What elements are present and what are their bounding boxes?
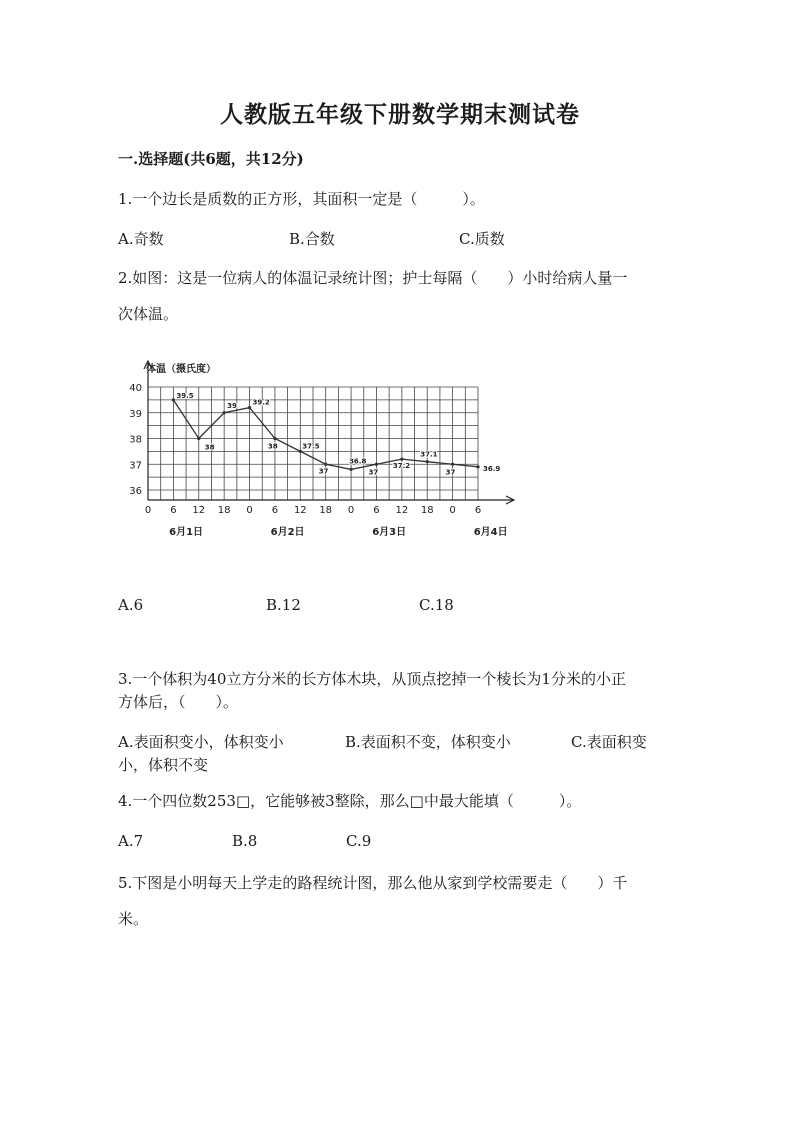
question-5-text-continued: 米。 (118, 910, 149, 928)
data-value-label: 38 (204, 443, 215, 452)
page-title: 人教版五年级下册数学期末测试卷 (220, 101, 580, 128)
question-3-option-c-continued: 小，体积不变 (118, 756, 209, 774)
question-1-option-c[interactable]: C.质数 (459, 230, 505, 248)
data-value-label: 39.2 (252, 398, 270, 407)
x-tick-label: 12 (293, 505, 307, 516)
temperature-line-chart (118, 355, 528, 545)
x-tick-label: 6 (271, 505, 279, 516)
data-value-label: 37.1 (420, 450, 438, 459)
question-5-text: 5.下图是小明每天上学走的路程统计图，那么他从家到学校需要走（ ）千 (118, 874, 628, 892)
question-3-option-b[interactable]: B.表面积不变，体积变小 (345, 733, 511, 751)
data-value-label: 37 (368, 468, 379, 477)
data-point (273, 437, 276, 440)
x-tick-label: 12 (395, 505, 409, 516)
data-point (324, 463, 327, 466)
x-tick-label: 18 (319, 505, 333, 516)
question-4-text: 4.一个四位数253□，它能够被3整除，那么□中最大能填（ ）。 (118, 792, 582, 810)
day-label: 6月3日 (372, 527, 407, 538)
x-tick-label: 0 (449, 505, 456, 516)
y-tick-label: 38 (129, 434, 142, 446)
data-point (426, 460, 429, 463)
day-label: 6月4日 (473, 527, 508, 538)
data-value-label: 37 (445, 468, 456, 477)
question-4-option-a[interactable]: A.7 (118, 832, 144, 850)
question-3-text-continued: 方体后，（ ）。 (118, 693, 239, 711)
data-point (223, 411, 226, 414)
question-4-option-b[interactable]: B.8 (232, 832, 258, 850)
day-label: 6月1日 (169, 527, 204, 538)
data-point (375, 463, 378, 466)
chart-axes (144, 361, 514, 504)
x-tick-label: 0 (246, 505, 253, 516)
x-tick-label: 6 (373, 505, 380, 516)
data-value-label: 39.5 (176, 391, 194, 400)
y-tick-label: 36 (129, 486, 142, 497)
y-axis-title: 体温（摄氏度） (146, 364, 216, 375)
day-label: 6月2日 (270, 527, 305, 538)
data-value-label: 37 (318, 467, 329, 476)
data-point (400, 458, 403, 461)
data-point (248, 406, 251, 409)
data-point (451, 463, 454, 466)
data-value-label: 36.9 (483, 464, 501, 473)
data-point (349, 468, 352, 471)
data-value-label: 39 (227, 401, 237, 410)
y-tick-label: 39 (129, 408, 142, 420)
question-2-option-b[interactable]: B.12 (266, 596, 301, 614)
question-2-text-continued: 次体温。 (118, 305, 179, 323)
data-point (476, 465, 479, 468)
question-2-text: 2.如图：这是一位病人的体温记录统计图；护士每隔（ ）小时给病人量一 (118, 269, 628, 287)
x-tick-label: 6 (170, 505, 177, 516)
data-value-label: 37.5 (302, 442, 320, 451)
data-value-label: 37.2 (392, 462, 411, 471)
question-2-option-a[interactable]: A.6 (118, 596, 144, 614)
question-3-option-a[interactable]: A.表面积变小，体积变小 (118, 733, 284, 751)
x-tick-label: 18 (420, 505, 434, 516)
question-3-option-c[interactable]: C.表面积变 (571, 733, 647, 751)
data-point (172, 398, 175, 401)
question-1-option-b[interactable]: B.合数 (289, 230, 335, 248)
question-4-option-c[interactable]: C.9 (346, 832, 372, 850)
y-tick-label: 37 (129, 460, 142, 472)
data-point (197, 437, 200, 440)
data-value-label: 36.8 (349, 457, 367, 466)
x-tick-label: 6 (474, 505, 482, 516)
section-heading: 一.选择题(共6题，共12分) (118, 150, 304, 168)
question-1-text: 1.一个边长是质数的正方形，其面积一定是（ ）。 (118, 190, 485, 208)
question-1-option-a[interactable]: A.奇数 (118, 230, 164, 248)
x-tick-label: 12 (192, 505, 206, 516)
x-tick-label: 0 (144, 505, 152, 516)
y-tick-label: 40 (129, 383, 142, 394)
x-tick-label: 0 (347, 505, 355, 516)
data-value-label: 38 (267, 442, 278, 451)
question-2-option-c[interactable]: C.18 (419, 596, 454, 614)
x-tick-label: 18 (217, 505, 231, 516)
question-3-text: 3.一个体积为40立方分米的长方体木块，从顶点挖掉一个棱长为1分米的小正 (118, 670, 626, 688)
